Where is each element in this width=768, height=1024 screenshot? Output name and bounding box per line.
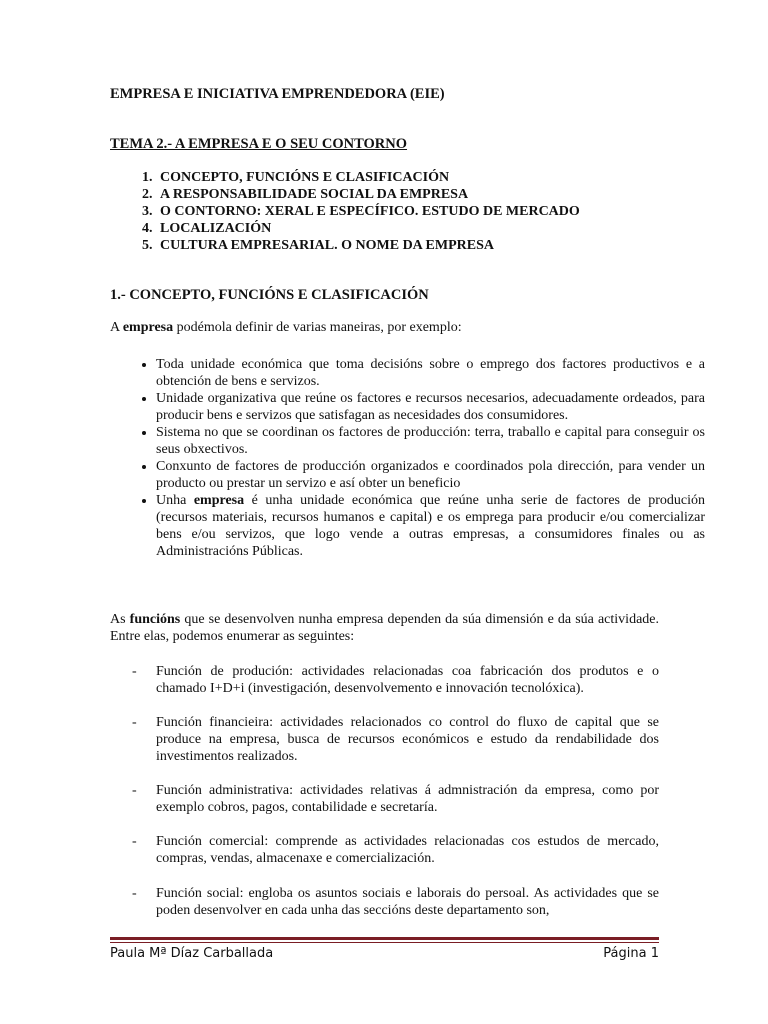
dash-bullet: -	[132, 664, 137, 679]
dash-bullet: -	[132, 715, 137, 730]
document-page	[110, 0, 705, 1024]
function-text: Función de produción: actividades relacionadas coa fabricación dos produtos e o chamado I+D+i (investigación, desenvolvemento e innovación tecnolóxica).	[156, 664, 659, 696]
definition-text: Toda unidade económica que toma decisións sobre o emprego dos factores productivos e a obtención de bens e servizos.	[156, 357, 705, 389]
definitions-list	[110, 356, 705, 560]
function-text: Función financieira: actividades relacionados co control do fluxo de capital que se produce na empresa, busca de recursos económicos e estudo da rendabilidade dos investimentos realizados.	[156, 715, 659, 764]
functions-intro-paragraph	[110, 611, 659, 645]
definition-text: Unidade organizativa que reúne os factores e recursos necesarios, adecuadamente ordeados, para producir bens e servizos que satisfagan as necesidades dos consumidores.	[156, 391, 705, 423]
function-text: Función comercial: comprende as actividades relacionadas cos estudos de mercado, compras, vendas, almacenaxe e comercialización.	[156, 834, 659, 866]
intro-text-pre: A	[110, 320, 123, 335]
intro-text-bold: empresa	[122, 320, 174, 335]
functions-intro-post: que se desenvolven nunha empresa dependen da súa dimensión e da súa actividade. Entre elas, podemos enumerar as seguintes:	[110, 612, 659, 644]
definition-text: Conxunto de factores de producción organizados e coordinados pola dirección, para vender un producto ou prestar un servizo e así obter un beneficio	[156, 459, 705, 491]
definition-item	[156, 390, 705, 424]
definition-item	[156, 356, 705, 390]
definition-item	[156, 492, 705, 560]
intro-paragraph	[110, 320, 462, 336]
toc-item: 5. CULTURA EMPRESARIAL. O NOME DA EMPRESA	[156, 237, 580, 254]
function-text: Función social: engloba os asuntos sociais e laborais do persoal. As actividades que se poden desenvolver en cada unha das seccións deste departamento son,	[156, 886, 659, 918]
section-heading: 1.- CONCEPTO, FUNCIÓNS E CLASIFICACIÓN	[110, 287, 429, 303]
table-of-contents	[110, 169, 580, 254]
definition-text-post: é unha unidade económica que reúne unha serie de factores de produción (recursos materiais, recursos humanos e capital) e os emprega para producir e/ou comercializar bens e/ou servizos, que logo vende a outras empresas, a consumidores finales ou as Administracións Públicas.	[156, 493, 705, 559]
definition-text-pre: Unha	[156, 493, 194, 508]
intro-text-post: podémola definir de varias maneiras, por exemplo:	[173, 320, 462, 335]
toc-item: 1. CONCEPTO, FUNCIÓNS E CLASIFICACIÓN	[156, 169, 580, 186]
dash-bullet: -	[132, 834, 137, 849]
dash-bullet: -	[132, 783, 137, 798]
function-text: Función administrativa: actividades relativas á admnistración da empresa, como por exemplo cobros, pagos, contabilidade e secretaría.	[156, 783, 659, 815]
dash-bullet: -	[132, 886, 137, 901]
topic-title: TEMA 2.- A EMPRESA E O SEU CONTORNO	[110, 136, 408, 152]
document-title: EMPRESA E INICIATIVA EMPRENDEDORA (EIE)	[110, 86, 445, 102]
definition-item	[156, 458, 705, 492]
functions-intro-pre: As	[110, 612, 130, 627]
footer-rule-thick	[110, 937, 659, 940]
functions-intro-bold: funcións	[129, 612, 181, 627]
toc-item: 2. A RESPONSABILIDADE SOCIAL DA EMPRESA	[156, 186, 580, 203]
toc-item: 3. O CONTORNO: XERAL E ESPECÍFICO. ESTUDO DE MERCADO	[156, 203, 580, 220]
definition-item	[156, 424, 705, 458]
definition-text-bold: empresa	[193, 493, 245, 508]
definition-text: Sistema no que se coordinan os factores de producción: terra, traballo e capital para conseguir os seus obxectivos.	[156, 425, 705, 457]
footer-author: Paula Mª Díaz Carballada	[110, 946, 274, 961]
footer-page-number: Página 1	[603, 946, 659, 961]
toc-item: 4. LOCALIZACIÓN	[156, 220, 580, 237]
footer-rule-thin	[110, 942, 659, 943]
